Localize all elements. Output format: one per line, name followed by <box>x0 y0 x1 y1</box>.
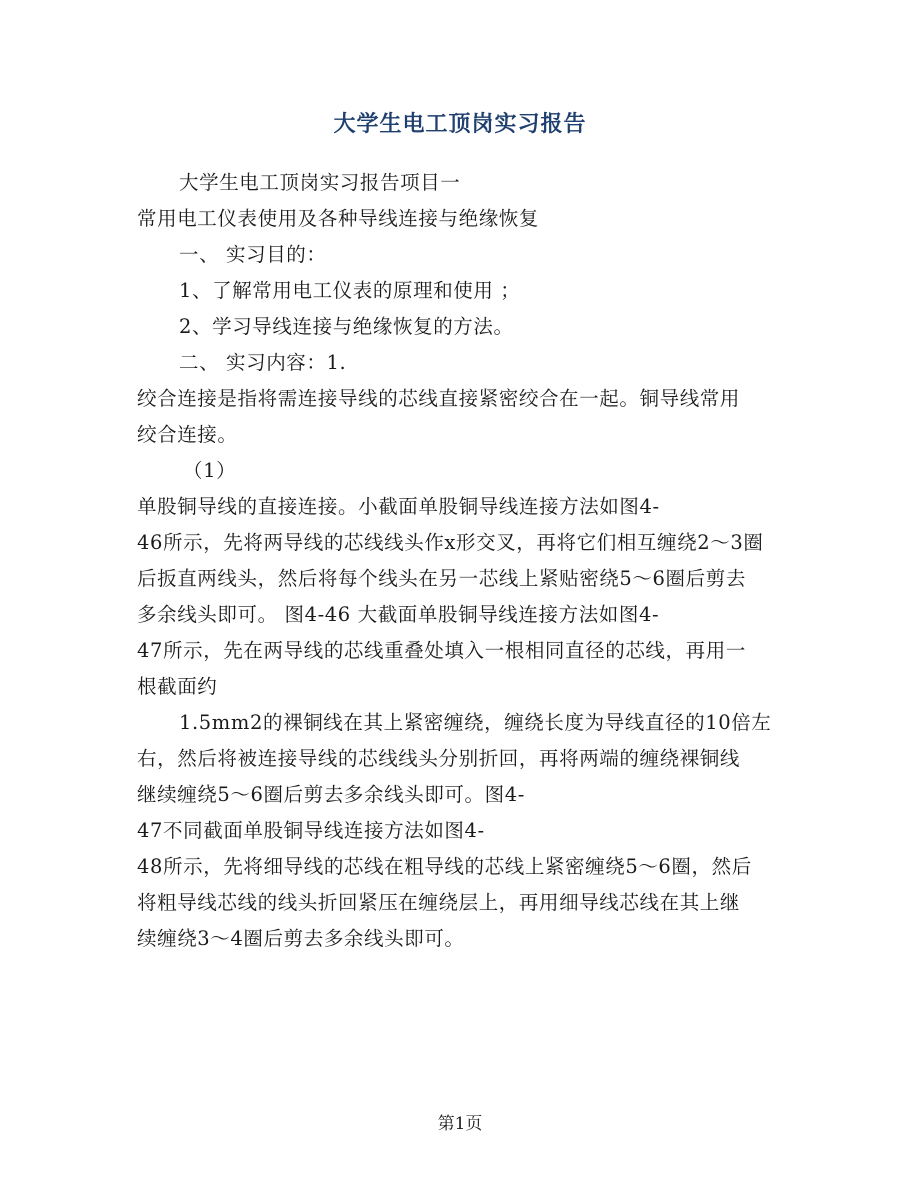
paragraph-line: 47所示，先在两导线的芯线重叠处填入一根相同直径的芯线，再用一 <box>137 639 746 662</box>
paragraph-line: 大学生电工顶岗实习报告项目一 <box>179 171 461 194</box>
paragraph-line: 常用电工仪表使用及各种导线连接与绝缘恢复 <box>137 207 540 230</box>
paragraph-line: 续缠绕3～4圈后剪去多余线头即可。 <box>137 927 465 950</box>
paragraph-line: 继续缠绕5～6圈后剪去多余线头即可。图4- <box>137 783 525 806</box>
page-number: 第1页 <box>437 1114 483 1134</box>
paragraph-line: 多余线头即可。 图4-46 大截面单股铜导线连接方法如图4- <box>137 603 660 626</box>
paragraph-line: 右，然后将被连接导线的芯线线头分别折回，再将两端的缠绕裸铜线 <box>137 747 741 770</box>
paragraph-line: 48所示，先将细导线的芯线在粗导线的芯线上紧密缠绕5～6圈，然后 <box>137 855 752 878</box>
document-title: 大学生电工顶岗实习报告 <box>333 111 587 137</box>
paragraph-line: 单股铜导线的直接连接。小截面单股铜导线连接方法如图4- <box>137 495 660 518</box>
list-item: （1） <box>183 459 237 482</box>
paragraph-line: 将粗导线芯线的线头折回紧压在缠绕层上，再用细导线芯线在其上继 <box>137 891 741 914</box>
list-item: 1、了解常用电工仪表的原理和使用 ； <box>179 279 521 302</box>
paragraph-line: 根截面约 <box>137 675 218 698</box>
section-heading: 二、 实习内容：1. <box>179 351 347 374</box>
document-body <box>137 165 787 957</box>
section-heading: 一、 实习目的： <box>179 243 327 266</box>
paragraph-line: 绞合连接。 <box>137 423 238 446</box>
paragraph-line: 46所示，先将两导线的芯线线头作x形交叉，再将它们相互缠绕2～3圈 <box>137 531 764 554</box>
paragraph-line: 47不同截面单股铜导线连接方法如图4- <box>137 819 485 842</box>
paragraph-line: 后扳直两线头，然后将每个线头在另一芯线上紧贴密绕5～6圈后剪去 <box>137 567 746 590</box>
list-item: 2、学习导线连接与绝缘恢复的方法。 <box>179 315 514 338</box>
paragraph-line: 绞合连接是指将需连接导线的芯线直接紧密绞合在一起。铜导线常用 <box>137 387 741 410</box>
paragraph-line: 1.5mm2的裸铜线在其上紧密缠绕，缠绕长度为导线直径的10倍左 <box>179 711 772 734</box>
